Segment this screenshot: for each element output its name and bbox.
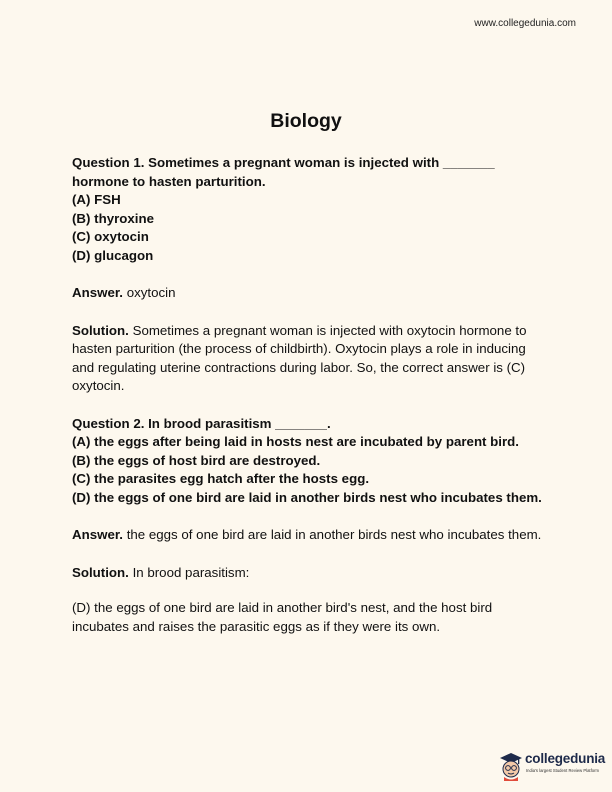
question-2: Question 2. In brood parasitism _______.	[72, 415, 331, 431]
page-title: Biology	[270, 110, 342, 132]
logo-wordmark: collegedunia	[525, 751, 606, 766]
q1-option-a: (A) FSH	[72, 192, 121, 207]
q1-option-d: (D) glucagon	[72, 247, 154, 263]
q2-answer-label: Answer.	[72, 527, 123, 542]
q2-solution-detail: (D) the eggs of one bird are laid in another bird's nest, and the host bird incubates and raises the parasitic eggs as if they were its own.	[72, 600, 493, 634]
q2-solution-label: Solution.	[72, 564, 129, 580]
site-url[interactable]: www.collegedunia.com	[474, 18, 576, 29]
q1-solution-label: Solution.	[72, 322, 129, 338]
q1-answer-text: oxytocin	[123, 285, 176, 300]
q2-answer-text: the eggs of one bird are laid in another birds nest who incubates them.	[123, 527, 542, 542]
logo-tagline: India's largest Student Review Platform	[526, 768, 599, 773]
q1-solution	[72, 322, 542, 396]
q2-option-c: (C) the parasites egg hatch after the hosts egg.	[72, 471, 370, 486]
document-body	[72, 154, 542, 636]
q1-answer	[72, 284, 542, 303]
q2-answer	[72, 526, 542, 545]
q1-option-c: (C) oxytocin	[72, 229, 149, 244]
q2-solution-text: In brood parasitism:	[128, 564, 250, 580]
collegedunia-logo[interactable]	[498, 749, 606, 785]
q1-option-b: (B) thyroxine	[72, 210, 155, 226]
question-1: Question 1. Sometimes a pregnant woman is injected with _______ hormone to hasten parturition.	[72, 155, 495, 189]
q2-option-b: (B) the eggs of host bird are destroyed.	[72, 452, 321, 468]
q1-answer-label: Answer.	[72, 285, 123, 300]
q2-option-a: (A) the eggs after being laid in hosts nest are incubated by parent bird.	[72, 434, 519, 449]
q1-solution-text: Sometimes a pregnant woman is injected with oxytocin hormone to hasten parturition (the process of childbirth). Oxytocin plays a role in inducing and regulating uterine contractions during labor. So, the correct answer is (C) oxytocin.	[72, 322, 527, 393]
q2-solution	[72, 564, 542, 583]
graduate-mascot-icon	[498, 751, 524, 781]
q2-option-d: (D) the eggs of one bird are laid in another birds nest who incubates them.	[72, 489, 542, 505]
